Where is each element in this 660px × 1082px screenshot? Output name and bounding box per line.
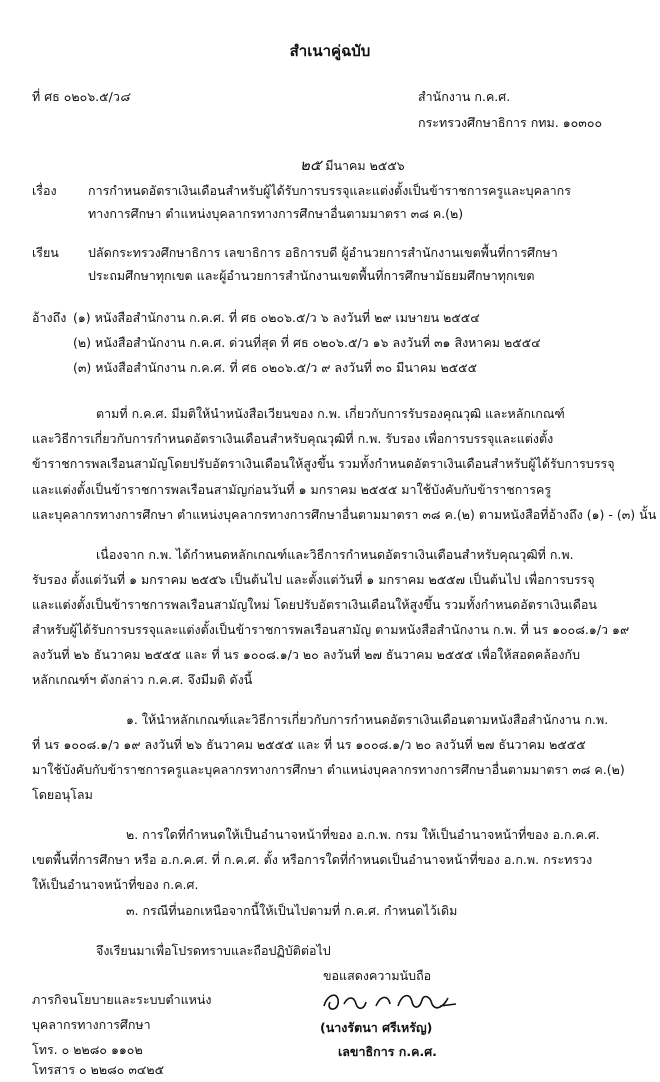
date-month-year: มีนาคม ๒๕๕๖ xyxy=(325,158,405,173)
body-line: ๒. การใดที่กำหนดให้เป็นอำนาจหน้าที่ของ อ.ก.พ. กรม ให้เป็นอำนาจหน้าที่ของ อ.ก.ค.ศ. xyxy=(126,827,600,842)
body-line: และแต่งตั้งเป็นข้าราชการพลเรือนสามัญใหม่ โดยปรับอัตราเงินเดือนให้สูงขึ้น รวมทั้งกำหนดอัตราเงินเดือน xyxy=(32,597,597,612)
recipients-label: เรียน xyxy=(32,245,59,260)
body-line: ลงวันที่ ๒๖ ธันวาคม ๒๕๕๕ และ ที่ นร ๑๐๐๘.๑/ว ๒๐ ลงวันที่ ๒๗ ธันวาคม ๒๕๕๕ เพื่อให้สอดคล้องกับ xyxy=(32,647,580,662)
document-number-prefix: ที่ ศธ ๐๒๐๖.๕/ว xyxy=(32,89,120,104)
body-line: รับรอง ตั้งแต่วันที่ ๑ มกราคม ๒๕๕๖ เป็นต้นไป และตั้งแต่วันที่ ๑ มกราคม ๒๕๕๗ เป็นต้นไป เพื่อการบรรจุ xyxy=(32,572,595,587)
body-line: เขตพื้นที่การศึกษา หรือ อ.ก.ค.ศ. ที่ ก.ค.ศ. ตั้ง หรือการใดที่กำหนดเป็นอำนาจหน้าที่ของ อ.ก.พ. กระทรวง xyxy=(32,852,593,867)
body-line: ๓. กรณีที่นอกเหนือจากนี้ให้เป็นไปตามที่ ก.ค.ศ. กำหนดไว้เดิม xyxy=(126,903,458,918)
date-day-handwritten: ๒๕ xyxy=(300,156,322,174)
document-number-handwritten: ๘ xyxy=(119,89,130,104)
issuing-office: สำนักงาน ก.ค.ศ. xyxy=(418,89,511,104)
body-line: ให้เป็นอำนาจหน้าที่ของ ก.ค.ศ. xyxy=(32,877,199,892)
subject-label: เรื่อง xyxy=(32,183,57,198)
subject-line: การกำหนดอัตราเงินเดือนสำหรับผู้ได้รับการบรรจุและแต่งตั้งเป็นข้าราชการครูและบุคลากร xyxy=(88,183,571,198)
body-line: หลักเกณฑ์ฯ ดังกล่าว ก.ค.ศ. จึงมีมติ ดังนี้ xyxy=(32,672,253,687)
body-line: และบุคลากรทางการศึกษา ตำแหน่งบุคลากรทางการศึกษาอื่นตามมาตรา ๓๘ ค.(๒) ตามหนังสือที่อ้างถึง (๑) - (๓) นั้น xyxy=(32,507,657,522)
body-line: เนื่องจาก ก.พ. ได้กำหนดหลักเกณฑ์และวิธีการกำหนดอัตราเงินเดือนสำหรับคุณวุฒิที่ ก.พ. xyxy=(96,547,574,562)
closing-ack: ขอแสดงความนับถือ xyxy=(323,968,432,983)
references-label: อ้างถึง xyxy=(32,310,67,325)
contact-fax: โทรสาร ๐ ๒๒๘๐ ๓๔๒๕ xyxy=(32,1062,165,1077)
signature-icon xyxy=(318,986,468,1016)
body-line: ๑. ให้นำหลักเกณฑ์และวิธีการเกี่ยวกับการกำหนดอัตราเงินเดือนตามหนังสือสำนักงาน ก.พ. xyxy=(126,712,609,727)
body-line: มาใช้บังคับกับข้าราชการครูและบุคลากรทางการศึกษา ตำแหน่งบุคลากรทางการศึกษาอื่นตามมาตรา ๓๘ ค.(๒) xyxy=(32,762,625,777)
body-line: และวิธีการเกี่ยวกับการกำหนดอัตราเงินเดือนสำหรับคุณวุฒิที่ ก.พ. รับรอง เพื่อการบรรจุและแต่งตั้ง xyxy=(32,431,554,446)
reference-item: (๑) หนังสือสำนักงาน ก.ค.ศ. ที่ ศธ ๐๒๐๖.๕/ว ๖ ลงวันที่ ๒๙ เมษายน ๒๕๕๔ xyxy=(73,310,480,325)
closing-statement: จึงเรียนมาเพื่อโปรดทราบและถือปฏิบัติต่อไป xyxy=(96,943,331,958)
body-line: ที่ นร ๑๐๐๘.๑/ว ๑๙ ลงวันที่ ๒๖ ธันวาคม ๒๕๕๕ และ ที่ นร ๑๐๐๘.๑/ว ๒๐ ลงวันที่ ๒๗ ธันวาคม ๒๕๕๕ xyxy=(32,737,586,752)
signer-position: เลขาธิการ ก.ค.ศ. xyxy=(338,1044,437,1059)
body-line: ตามที่ ก.ค.ศ. มีมติให้นำหนังสือเวียนของ ก.พ. เกี่ยวกับการรับรองคุณวุฒิ และหลักเกณฑ์ xyxy=(96,406,565,421)
body-line: และแต่งตั้งเป็นข้าราชการพลเรือนสามัญก่อนวันที่ ๑ มกราคม ๒๕๕๕ มาใช้บังคับกับข้าราชการครู xyxy=(32,482,552,497)
contact-unit: บุคลากรทางการศึกษา xyxy=(32,1017,151,1032)
contact-unit: ภารกิจนโยบายและระบบตำแหน่ง xyxy=(32,992,212,1007)
signer-name: (นางรัตนา ศรีเหรัญ) xyxy=(320,1020,433,1035)
body-line: โดยอนุโลม xyxy=(32,787,93,802)
document-header-title: สำเนาคู่ฉบับ xyxy=(289,42,371,60)
recipients-line: ประถมศึกษาทุกเขต และผู้อำนวยการสำนักงานเขตพื้นที่การศึกษามัธยมศึกษาทุกเขต xyxy=(88,268,535,283)
recipients-line: ปลัดกระทรวงศึกษาธิการ เลขาธิการ อธิการบดี ผู้อำนวยการสำนักงานเขตพื้นที่การศึกษา xyxy=(88,245,558,260)
reference-item: (๒) หนังสือสำนักงาน ก.ค.ศ. ด่วนที่สุด ที่ ศธ ๐๒๐๖.๕/ว ๑๖ ลงวันที่ ๓๑ สิงหาคม ๒๕๕๔ xyxy=(73,335,541,350)
subject-line: ทางการศึกษา ตำแหน่งบุคลากรทางการศึกษาอื่นตามมาตรา ๓๘ ค.(๒) xyxy=(88,206,464,221)
document-number xyxy=(32,89,130,105)
reference-item: (๓) หนังสือสำนักงาน ก.ค.ศ. ที่ ศธ ๐๒๐๖.๕/ว ๙ ลงวันที่ ๓๐ มีนาคม ๒๕๕๕ xyxy=(73,360,478,375)
body-line: สำหรับผู้ได้รับการบรรจุและแต่งตั้งเป็นข้าราชการพลเรือนสามัญ ตามหนังสือสำนักงาน ก.พ. ที่ นร ๑๐๐๘.๑/ว ๑๙ xyxy=(32,622,630,637)
body-line: ข้าราชการพลเรือนสามัญโดยปรับอัตราเงินเดือนให้สูงขึ้น รวมทั้งกำหนดอัตราเงินเดือนสำหรับผู้ได้รับการบรรจุ xyxy=(32,456,615,471)
document-date xyxy=(300,157,405,174)
issuing-ministry-address: กระทรวงศึกษาธิการ กทม. ๑๐๓๐๐ xyxy=(418,115,603,130)
contact-phone: โทร. ๐ ๒๒๘๐ ๑๑๐๒ xyxy=(32,1042,143,1057)
